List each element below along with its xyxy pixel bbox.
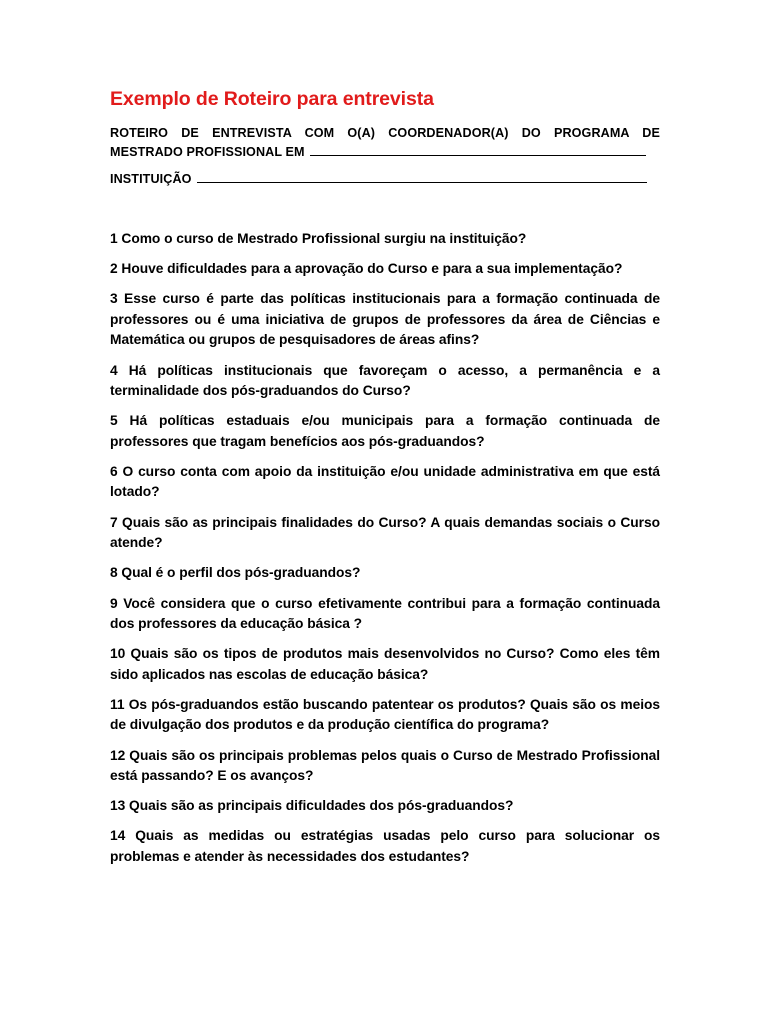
question-item: 14 Quais as medidas ou estratégias usadas pelo curso para solucionar os problemas e atender às necessidades dos estudantes? [110,828,660,864]
question-item: 4 Há políticas institucionais que favoreçam o acesso, a permanência e a terminalidade dos pós-graduandos do Curso? [110,362,660,399]
question-item: 6 O curso conta com apoio da instituição e/ou unidade administrativa em que está lotado? [110,463,660,500]
question-item: 1 Como o curso de Mestrado Profissional surgiu na instituição? [110,231,527,246]
question-item: 2 Houve dificuldades para a aprovação do Curso e para a sua implementação? [110,261,623,277]
question-item: 13 Quais são as principais dificuldades dos pós-graduandos? [110,798,514,814]
question-item: 9 Você considera que o curso efetivamente contribui para a formação continuada dos professores da educação básica ? [110,595,660,631]
institution-line [110,170,660,189]
institution-blank-line [197,181,647,183]
question-item: 8 Qual é o perfil dos pós-graduandos? [110,565,361,581]
question-item: 7 Quais são as principais finalidades do Curso? A quais demandas sociais o Curso atende? [110,514,660,551]
institution-label: INSTITUIÇÃO [110,172,192,186]
question-item: 5 Há políticas estaduais e/ou municipais para a formação continuada de professores que tragam benefícios aos pós-graduandos? [110,413,660,449]
interview-header-text: ROTEIRO DE ENTREVISTA COM O(A) COORDENADOR(A) DO PROGRAMA DE MESTRADO PROFISSIONAL EM [110,126,660,159]
program-blank-line [310,154,646,156]
question-item: 11 Os pós-graduandos estão buscando patentear os produtos? Quais são os meios de divulgação dos produtos e da produção científica do programa? [110,696,660,733]
question-item: 10 Quais são os tipos de produtos mais desenvolvidos no Curso? Como eles têm sido aplicados nas escolas de educação básica? [110,646,660,682]
question-item: 3 Esse curso é parte das políticas institucionais para a formação continuada de professores ou é uma iniciativa de grupos de professores da área de Ciências e Matemática ou grupos de pesquisadores de áreas afins? [110,291,660,348]
interview-header [110,124,660,162]
question-list [110,229,660,867]
question-item: 12 Quais são os principais problemas pelos quais o Curso de Mestrado Profissional está passando? E os avanços? [110,747,660,784]
document-title: Exemplo de Roteiro para entrevista [110,88,434,110]
